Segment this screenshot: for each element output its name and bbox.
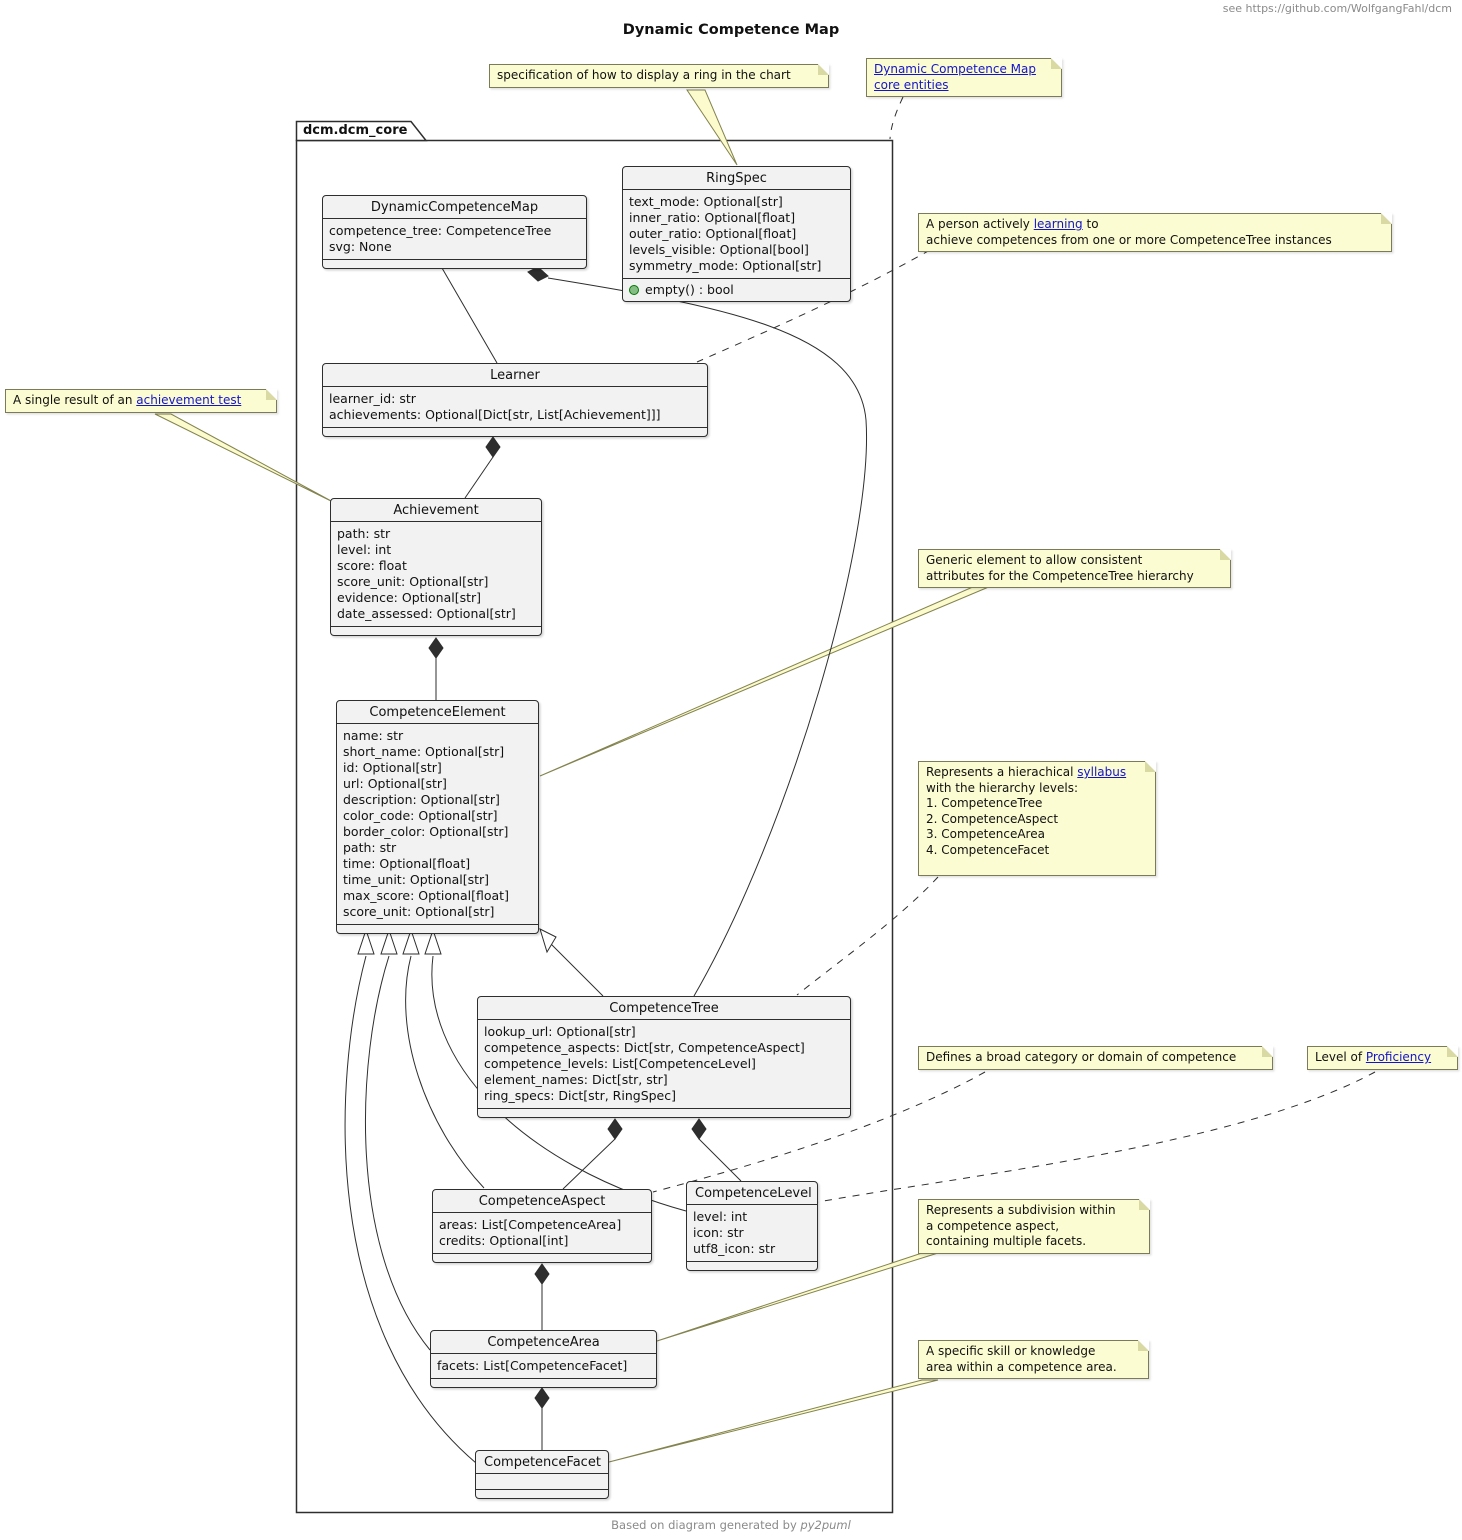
class-attributes xyxy=(476,1474,608,1489)
note-text: to xyxy=(1082,217,1099,231)
list-line: inner_ratio: Optional[float] xyxy=(629,210,796,225)
list-line: symmetry_mode: Optional[str] xyxy=(629,258,822,273)
class-attributes xyxy=(337,724,538,924)
class-title: RingSpec xyxy=(623,167,850,190)
class-achievement xyxy=(330,498,542,636)
class-attributes xyxy=(623,190,850,278)
list-line: short_name: Optional[str] xyxy=(343,744,505,759)
class-title: DynamicCompetenceMap xyxy=(323,196,586,219)
method-visibility-icon xyxy=(629,285,639,295)
link-core-entities-package xyxy=(890,97,903,139)
class-methods xyxy=(323,427,707,436)
note-text: Generic element to allow consistent xyxy=(926,553,1143,567)
list-line: svg: None xyxy=(329,239,392,254)
list-line: Represents a subdivision within xyxy=(926,1203,1116,1217)
class-attributes xyxy=(431,1354,656,1378)
note-competence-aspect xyxy=(918,1046,1273,1070)
note-achievement xyxy=(5,389,277,413)
class-method xyxy=(629,282,844,298)
class-attributes xyxy=(687,1205,817,1261)
syllabus-link[interactable]: syllabus xyxy=(1077,765,1127,779)
list-line: path: str xyxy=(343,840,397,855)
class-competenceelement xyxy=(336,700,539,934)
page-title: Dynamic Competence Map xyxy=(622,22,840,38)
note-text: Level of xyxy=(1315,1050,1366,1064)
list-line: text_mode: Optional[str] xyxy=(629,194,783,209)
list-line: competence_aspects: Dict[str, CompetenceAspect] xyxy=(484,1040,805,1055)
class-learner xyxy=(322,363,708,437)
note-text: specification of how to display a ring in the chart xyxy=(497,68,791,82)
syllabus-levels-list xyxy=(926,796,1146,858)
list-line: a competence aspect, xyxy=(926,1218,1060,1233)
list-line: ring_specs: Dict[str, RingSpec] xyxy=(484,1088,676,1103)
list-line: achievements: Optional[Dict[str, List[Achievement]]] xyxy=(329,407,661,422)
list-line: time_unit: Optional[str] xyxy=(343,872,490,887)
note-competence-facet xyxy=(918,1340,1149,1379)
note-text: achieve competences from one or more CompetenceTree instances xyxy=(926,232,1332,247)
list-line: 1. CompetenceTree xyxy=(926,796,1043,810)
class-methods xyxy=(623,278,850,301)
class-title: CompetenceFacet xyxy=(476,1451,608,1474)
note-ringspec xyxy=(489,64,829,88)
note-text: Represents a hierachical xyxy=(926,765,1078,779)
proficiency-link[interactable]: Proficiency xyxy=(1365,1050,1432,1064)
core-entities-link-2[interactable]: core entities xyxy=(874,77,949,92)
list-line: A specific skill or knowledge xyxy=(926,1344,1096,1358)
class-methods xyxy=(323,259,586,268)
footer-text: Based on diagram generated by xyxy=(611,1518,801,1532)
list-line: time: Optional[float] xyxy=(343,856,471,871)
note-text-lines xyxy=(926,1203,1140,1250)
class-methods xyxy=(337,924,538,933)
note-text: attributes for the CompetenceTree hierarchy xyxy=(926,568,1194,583)
class-methods xyxy=(476,1489,608,1498)
list-line: level: int xyxy=(337,542,392,557)
achievement-test-link[interactable]: achievement test xyxy=(136,393,242,407)
footer-generator: py2puml xyxy=(800,1518,851,1532)
list-line: level: int xyxy=(693,1209,748,1224)
list-line: name: str xyxy=(343,728,404,743)
method-label: empty() : bool xyxy=(645,282,734,297)
class-methods xyxy=(433,1253,651,1262)
note-competence-level xyxy=(1307,1046,1458,1070)
note-learner xyxy=(918,213,1392,252)
class-attributes xyxy=(323,387,707,427)
list-line: learner_id: str xyxy=(329,391,416,406)
list-line: evidence: Optional[str] xyxy=(337,590,482,605)
list-line: score: float xyxy=(337,558,407,573)
list-line: facets: List[CompetenceFacet] xyxy=(437,1358,628,1373)
note-text-lines xyxy=(926,1344,1139,1375)
list-line: icon: str xyxy=(693,1225,744,1240)
class-methods xyxy=(431,1378,656,1387)
note-competence-element xyxy=(918,549,1231,588)
list-line: utf8_icon: str xyxy=(693,1241,776,1256)
list-line: credits: Optional[int] xyxy=(439,1233,569,1248)
class-methods xyxy=(478,1108,850,1117)
class-title: CompetenceAspect xyxy=(433,1190,651,1213)
list-line: 4. CompetenceFacet xyxy=(926,842,1050,857)
class-competencelevel xyxy=(686,1181,818,1271)
note-text: A single result of an xyxy=(13,393,137,407)
list-line: areas: List[CompetenceArea] xyxy=(439,1217,622,1232)
list-line: competence_tree: CompetenceTree xyxy=(329,223,552,238)
list-line: max_score: Optional[float] xyxy=(343,888,509,903)
list-line: description: Optional[str] xyxy=(343,792,500,807)
class-methods xyxy=(331,626,541,635)
list-line: containing multiple facets. xyxy=(926,1234,1087,1248)
package-label: dcm.dcm_core xyxy=(303,123,408,138)
list-line: url: Optional[str] xyxy=(343,776,447,791)
class-attributes xyxy=(331,522,541,626)
class-title: CompetenceArea xyxy=(431,1331,656,1354)
class-title: CompetenceLevel xyxy=(687,1182,817,1205)
class-dynamiccompetencemap xyxy=(322,195,587,269)
class-competencearea xyxy=(430,1330,657,1388)
list-line: path: str xyxy=(337,526,391,541)
class-title: Learner xyxy=(323,364,707,387)
class-competencefacet xyxy=(475,1450,609,1499)
class-title: Achievement xyxy=(331,499,541,522)
list-line: 3. CompetenceArea xyxy=(926,827,1045,841)
list-line: score_unit: Optional[str] xyxy=(337,574,489,589)
note-text: with the hierarchy levels: xyxy=(926,780,1079,795)
core-entities-link-1[interactable]: Dynamic Competence Map xyxy=(874,62,1036,76)
list-line: area within a competence area. xyxy=(926,1359,1117,1374)
link-level-note xyxy=(818,1072,1375,1202)
list-line: competence_levels: List[CompetenceLevel] xyxy=(484,1056,756,1071)
list-line: outer_ratio: Optional[float] xyxy=(629,226,797,241)
class-ringspec xyxy=(622,166,851,302)
class-methods xyxy=(687,1261,817,1270)
note-text: Defines a broad category or domain of competence xyxy=(926,1050,1237,1064)
list-line: element_names: Dict[str, str] xyxy=(484,1072,668,1087)
list-line: color_code: Optional[str] xyxy=(343,808,498,823)
class-competencetree xyxy=(477,996,851,1118)
list-line: score_unit: Optional[str] xyxy=(343,904,495,919)
learning-link[interactable]: learning xyxy=(1033,217,1083,231)
corner-repo-text: see https://github.com/WolfgangFahl/dcm xyxy=(1222,2,1452,15)
list-line: border_color: Optional[str] xyxy=(343,824,509,839)
footer-caption xyxy=(0,1518,1462,1532)
note-core-entities xyxy=(866,58,1062,97)
class-attributes xyxy=(478,1020,850,1108)
list-line: date_assessed: Optional[str] xyxy=(337,606,516,621)
note-text: A person actively xyxy=(926,217,1034,231)
class-attributes xyxy=(323,219,586,259)
class-title: CompetenceElement xyxy=(337,701,538,724)
list-line: id: Optional[str] xyxy=(343,760,442,775)
list-line: lookup_url: Optional[str] xyxy=(484,1024,636,1039)
note-syllabus xyxy=(918,761,1156,876)
class-attributes xyxy=(433,1213,651,1253)
list-line: 2. CompetenceAspect xyxy=(926,811,1059,826)
class-title: CompetenceTree xyxy=(478,997,850,1020)
list-line: levels_visible: Optional[bool] xyxy=(629,242,809,257)
class-competenceaspect xyxy=(432,1189,652,1263)
note-competence-area xyxy=(918,1199,1150,1254)
